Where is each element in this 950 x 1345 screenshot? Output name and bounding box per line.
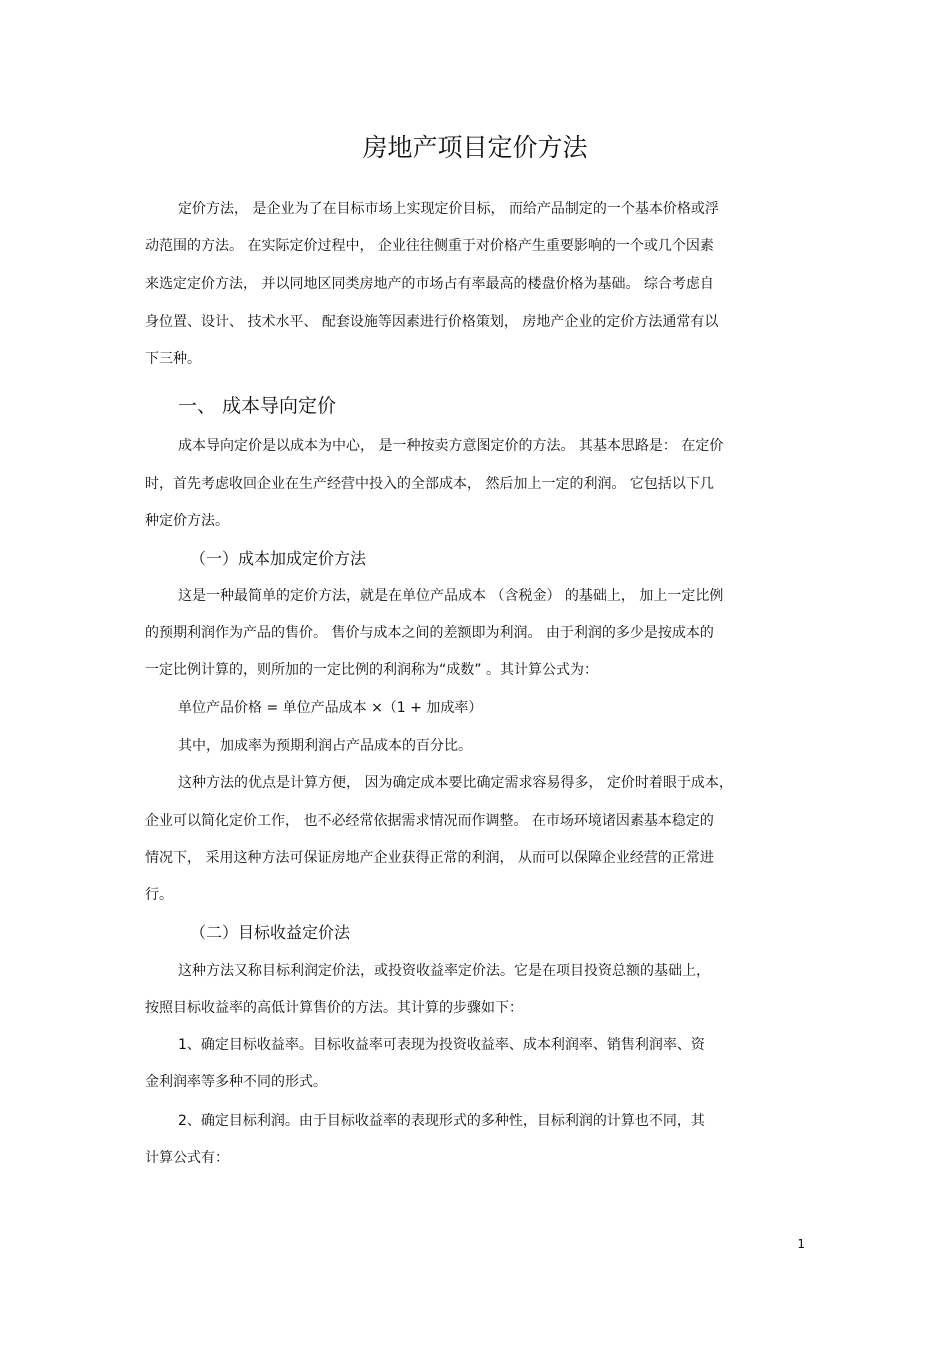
body-line: 这种方法又称目标利润定价法，或投资收益率定价法。它是在项目投资总额的基础上，: [178, 963, 710, 979]
subsection-heading: （一）成本加成定价方法: [190, 549, 367, 568]
body-line: 时，首先考虑收回企业在生产经营中投入的全部成本， 然后加上一定的利润。 它包括以下几: [145, 476, 714, 492]
formula: 单位产品价格 = 单位产品成本 ×（1 + 加成率）: [178, 700, 483, 716]
body-line: 1、确定目标收益率。目标收益率可表现为投资收益率、成本利润率、销售利润率、资: [178, 1037, 705, 1053]
body-line: 这种方法的优点是计算方便， 因为确定成本要比确定需求容易得多， 定价时着眼于成本，: [178, 775, 733, 791]
section-heading: 一、 成本导向定价: [178, 395, 337, 417]
intro-line: 下三种。: [145, 351, 201, 367]
body-line: 一定比例计算的，则所加的一定比例的利润称为“成数” 。其计算公式为：: [145, 662, 598, 678]
intro-line: 身位置、设计、 技术水平、 配套设施等因素进行价格策划， 房地产企业的定价方法通常有以: [145, 314, 719, 330]
subsection-heading: （二）目标收益定价法: [190, 923, 351, 942]
body-line: 按照目标收益率的高低计算售价的方法。其计算的步骤如下：: [145, 1000, 523, 1016]
body-line: 计算公式有：: [145, 1150, 229, 1166]
body-line: 企业可以简化定价工作， 也不必经常依据需求情况而作调整。 在市场环境诸因素基本稳定的: [145, 813, 714, 829]
body-line: 2、确定目标利润。由于目标收益率的表现形式的多种性，目标利润的计算也不同，其: [178, 1113, 705, 1129]
body-line: 这是一种最简单的定价方法，就是在单位产品成本 （含税金） 的基础上， 加上一定比例: [178, 588, 724, 604]
body-line: 情况下， 采用这种方法可保证房地产企业获得正常的利润， 从而可以保障企业经营的正常进: [145, 850, 714, 866]
body-line: 成本导向定价是以成本为中心， 是一种按卖方意图定价的方法。 其基本思路是： 在定价: [178, 438, 724, 454]
body-line: 金利润率等多种不同的形式。: [145, 1074, 327, 1090]
intro-line: 来选定定价方法， 并以同地区同类房地产的市场占有率最高的楼盘价格为基础。 综合考虑自: [145, 276, 714, 292]
body-line: 的预期利润作为产品的售价。 售价与成本之间的差额即为利润。 由于利润的多少是按成本的: [145, 625, 714, 641]
intro-line: 动范围的方法。 在实际定价过程中， 企业往往侧重于对价格产生重要影响的一个或几个因素: [145, 238, 714, 254]
intro-line: 定价方法， 是企业为了在目标市场上实现定价目标， 而给产品制定的一个基本价格或浮: [178, 201, 719, 217]
page-title: 房地产项目定价方法: [362, 133, 588, 162]
body-line: 种定价方法。: [145, 513, 229, 529]
body-line: 其中，加成率为预期利润占产品成本的百分比。: [178, 738, 472, 754]
page-number: 1: [797, 1237, 805, 1251]
body-line: 行。: [145, 887, 173, 903]
